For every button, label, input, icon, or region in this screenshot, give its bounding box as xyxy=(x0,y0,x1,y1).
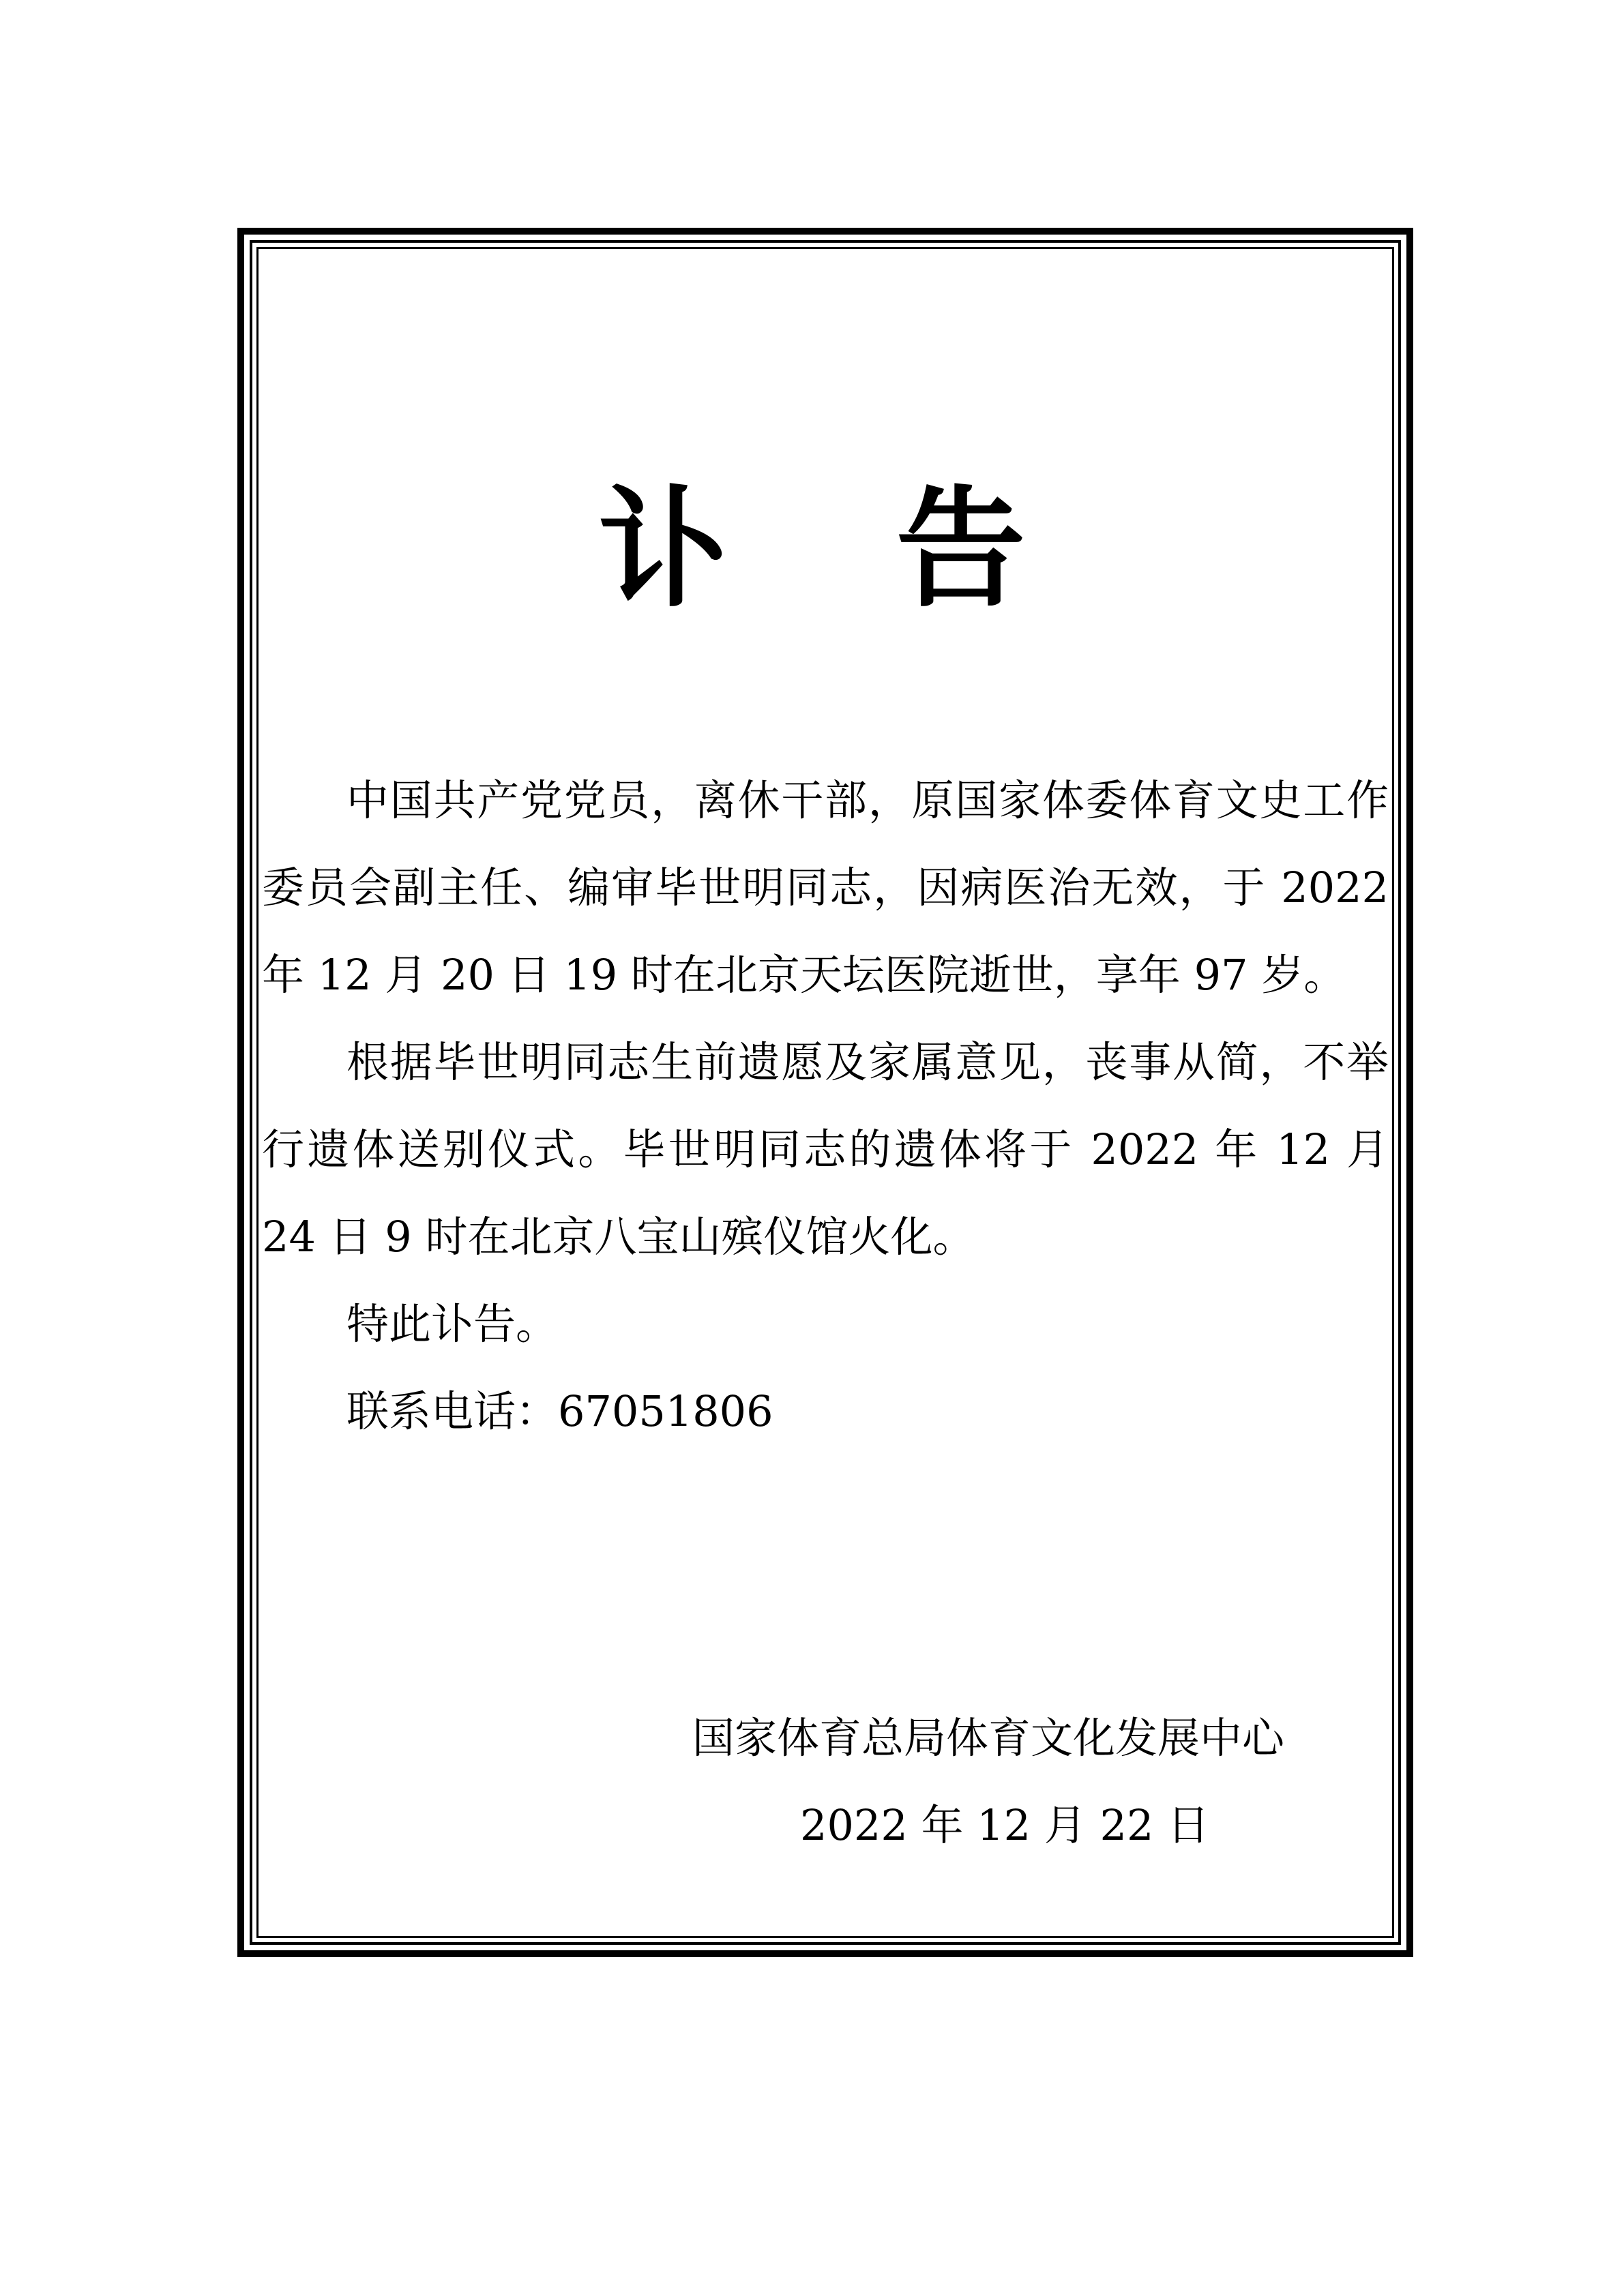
page-title: 讣 告 xyxy=(598,473,1087,625)
paragraph-arrangements: 根据毕世明同志生前遗愿及家属意见，丧事从简，不举行遗体送别仪式。毕世明同志的遗体将于 2022 年 12 月 24 日 9 时在北京八宝山殡仪馆火化。 xyxy=(262,1037,1389,1262)
paragraph-contact-phone: 联系电话：67051806 xyxy=(346,1386,773,1436)
paragraph-announcement: 中国共产党党员，离休干部，原国家体委体育文史工作委员会副主任、编审毕世明同志，因病医治无效，于 2022 年 12 月 20 日 19 时在北京天坛医院逝世，享年 97 岁。 xyxy=(262,775,1389,1000)
signature-organization: 国家体育总局体育文化发展中心 xyxy=(692,1713,1285,1763)
paragraph-closing: 特此讣告。 xyxy=(346,1299,559,1349)
signature-block xyxy=(692,1695,1320,1869)
signature-date: 2022 年 12 月 22 日 xyxy=(800,1800,1210,1850)
obituary-body xyxy=(262,757,1389,1455)
